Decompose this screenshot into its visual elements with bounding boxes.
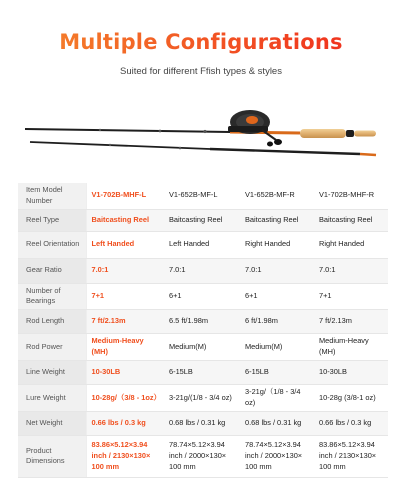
- column-header-3: V1-652B-MF-R: [240, 183, 314, 209]
- table-row: [18, 411, 388, 435]
- page-subtitle: Suited for different Ffish types & styles: [120, 66, 282, 77]
- table-row: [18, 231, 388, 258]
- table-row: [18, 209, 388, 231]
- row-label: Rod Length: [18, 309, 86, 333]
- cell-value: Medium(M): [164, 333, 240, 360]
- rod-upper-grip: [300, 129, 346, 138]
- cell-value: 6+1: [240, 283, 314, 309]
- row-label: Reel Type: [18, 209, 86, 231]
- row-label: Rod Power: [18, 333, 86, 360]
- cell-value: 0.66 lbs / 0.3 kg: [314, 411, 388, 435]
- cell-value: Baitcasting Reel: [164, 209, 240, 231]
- cell-value: 7 ft/2.13m: [86, 309, 164, 333]
- rod-upper: [25, 129, 376, 138]
- cell-value: 6-15LB: [240, 360, 314, 384]
- cell-value: 83.86×5.12×3.94 inch / 2130×130× 100 mm: [314, 435, 388, 477]
- cell-value: Baitcasting Reel: [86, 209, 164, 231]
- cell-value: 83.86×5.12×3.94 inch / 2130×130× 100 mm: [86, 435, 164, 477]
- row-label: Reel Orientation: [18, 231, 86, 258]
- table-row: [18, 360, 388, 384]
- cell-value: 0.66 lbs / 0.3 kg: [86, 411, 164, 435]
- cell-value: 7 ft/2.13m: [314, 309, 388, 333]
- cell-value: Medium-Heavy (MH): [314, 333, 388, 360]
- rod-lower: [30, 142, 376, 155]
- row-label: Lure Weight: [18, 384, 86, 411]
- spec-table: [18, 183, 388, 478]
- cell-value: Baitcasting Reel: [314, 209, 388, 231]
- row-label: Net Weight: [18, 411, 86, 435]
- cell-value: 7.0:1: [240, 258, 314, 283]
- cell-value: 10-28g/（3/8 - 1oz）: [86, 384, 164, 411]
- column-header-2: V1-652B-MF-L: [164, 183, 240, 209]
- cell-value: 78.74×5.12×3.94 inch / 2000×130× 100 mm: [164, 435, 240, 477]
- cell-value: Left Handed: [86, 231, 164, 258]
- row-label: Line Weight: [18, 360, 86, 384]
- page-title-text: Multiple Configurations: [59, 30, 343, 54]
- column-header-1: V1-702B-MHF-L: [86, 183, 164, 209]
- table-row: [18, 333, 388, 360]
- cell-value: 6.5 ft/1.98m: [164, 309, 240, 333]
- cell-value: Medium(M): [240, 333, 314, 360]
- cell-value: 0.68 lbs / 0.31 kg: [240, 411, 314, 435]
- table-header-row: [18, 183, 388, 209]
- page-title: [0, 30, 402, 54]
- row-label: Gear Ratio: [18, 258, 86, 283]
- cell-value: 10-30LB: [86, 360, 164, 384]
- cell-value: Right Handed: [240, 231, 314, 258]
- cell-value: 6-15LB: [164, 360, 240, 384]
- cell-value: 10-28g (3/8-1 oz): [314, 384, 388, 411]
- row-label-model: Item Model Number: [18, 183, 86, 209]
- cell-value: Baitcasting Reel: [240, 209, 314, 231]
- cell-value: Left Handed: [164, 231, 240, 258]
- table-row: [18, 384, 388, 411]
- cell-value: 78.74×5.12×3.94 inch / 2000×130× 100 mm: [240, 435, 314, 477]
- baitcasting-reel-icon: [228, 110, 282, 147]
- cell-value: 7+1: [314, 283, 388, 309]
- cell-value: 7.0:1: [164, 258, 240, 283]
- cell-value: Medium-Heavy (MH): [86, 333, 164, 360]
- table-row: [18, 435, 388, 477]
- cell-value: 7.0:1: [86, 258, 164, 283]
- cell-value: 6+1: [164, 283, 240, 309]
- rod-illustration: [0, 100, 402, 174]
- cell-value: 7+1: [86, 283, 164, 309]
- table-row: [18, 309, 388, 333]
- cell-value: 3-21g/(1/8 - 3/4 oz): [164, 384, 240, 411]
- column-header-4: V1-702B-MHF-R: [314, 183, 388, 209]
- cell-value: 7.0:1: [314, 258, 388, 283]
- table-row: [18, 283, 388, 309]
- table-row: [18, 258, 388, 283]
- cell-value: 3-21g/（1/8 - 3/4 oz): [240, 384, 314, 411]
- row-label: Number of Bearings: [18, 283, 86, 309]
- cell-value: 0.68 lbs / 0.31 kg: [164, 411, 240, 435]
- row-label: Product Dimensions: [18, 435, 86, 477]
- cell-value: 10-30LB: [314, 360, 388, 384]
- cell-value: 6 ft/1.98m: [240, 309, 314, 333]
- cell-value: Right Handed: [314, 231, 388, 258]
